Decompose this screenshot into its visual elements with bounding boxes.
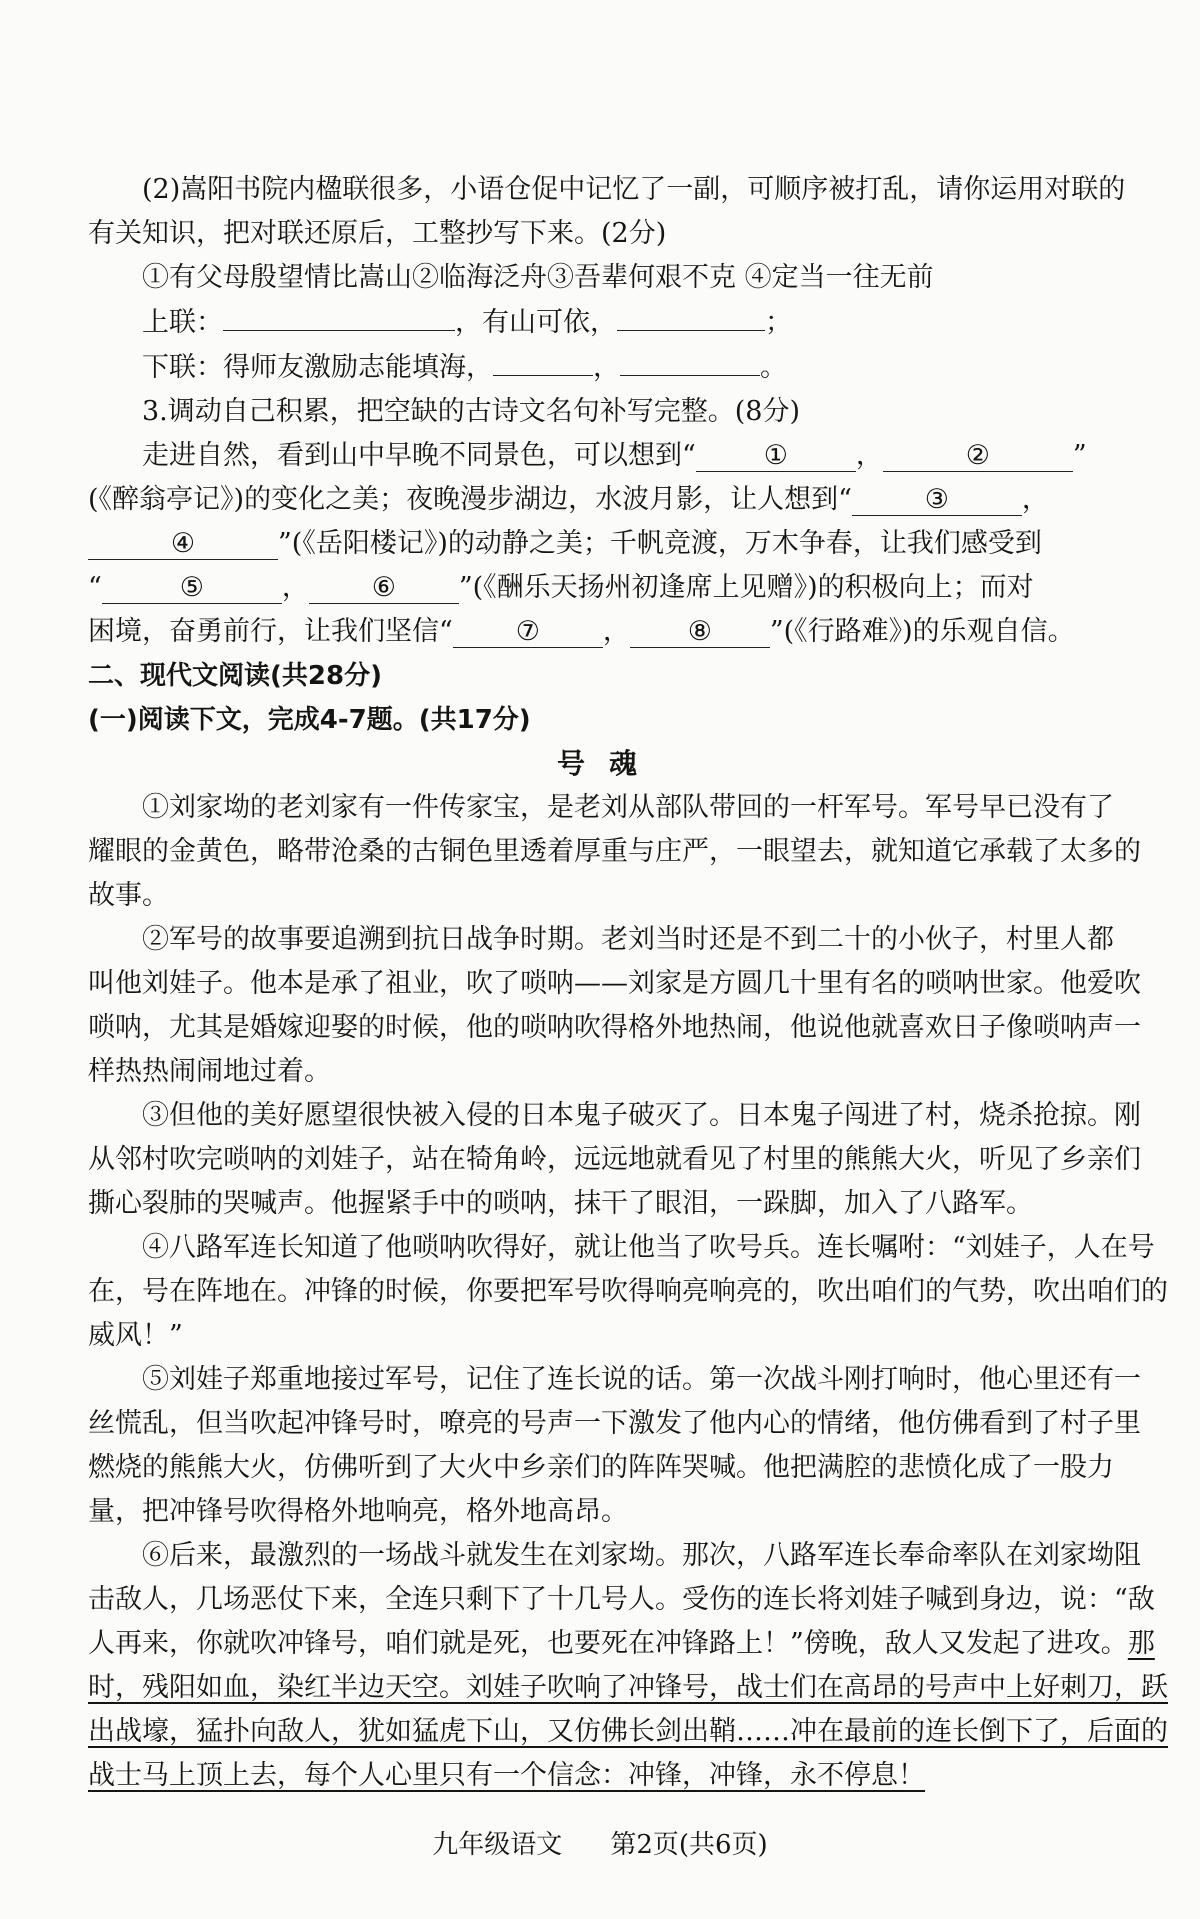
- q3-heading: 3.调动自己积累，把空缺的古诗文名句补写完整。(8分): [142, 396, 801, 427]
- q3-comma: ，: [281, 572, 309, 603]
- upper-couplet-blank-2[interactable]: [617, 300, 765, 331]
- poem-blank-3[interactable]: ③: [852, 485, 1022, 516]
- upper-couplet-label: 上联：: [142, 307, 223, 338]
- upper-couplet-end: ；: [765, 307, 792, 338]
- poem-blank-6[interactable]: ⑥: [309, 573, 459, 604]
- q3-text: ”(《岳阳楼记》)的动静之美；千帆竞渡，万木争春，让我们感受到: [278, 528, 1042, 559]
- paragraph-line: ④八路军连长知道了他唢呐吹得好，就让他当了吹号兵。连长嘱咐：“刘娃子，人在号: [142, 1232, 1155, 1263]
- paragraph-line: 丝慌乱，但当吹起冲锋号时，嘹亮的号声一下激发了他内心的情绪，他仿佛看到了村子里: [88, 1408, 1141, 1439]
- q3-quote: ”: [1072, 440, 1087, 471]
- paragraph-line: 量，把冲锋号吹得格外地响亮，格外地高昂。: [88, 1496, 628, 1527]
- q2-text-line1: (2)嵩阳书院内楹联很多，小语仓促中记忆了一副，可顺序被打乱，请你运用对联的: [142, 174, 1126, 205]
- upper-couplet-mid: ，有山可依，: [455, 307, 617, 338]
- poem-blank-2[interactable]: ②: [883, 441, 1073, 472]
- q3-line5: [88, 610, 1130, 654]
- underlined-passage-text: 时，残阳如血，染红半边天空。刘娃子吹响了冲锋号，战士们在高昂的号声中上好刺刀，跃: [88, 1672, 1168, 1703]
- q3-text: 困境，奋勇前行，让我们坚信“: [88, 616, 453, 647]
- paragraph-line: 从邻村吹完唢呐的刘娃子，站在犄角岭，远远地就看见了村里的熊熊大火，听见了乡亲们: [88, 1144, 1141, 1175]
- story-title: 号魂: [556, 747, 661, 780]
- q3-quote: “: [88, 572, 102, 603]
- q2-options: ①有父母殷望情比嵩山②临海泛舟③吾辈何艰不克 ④定当一往无前: [142, 262, 934, 293]
- poem-blank-1[interactable]: ①: [696, 441, 856, 472]
- paragraph-line: ⑥后来，最激烈的一场战斗就发生在刘家坳。那次，八路军连长奉命率队在刘家坳阻: [142, 1540, 1141, 1571]
- paragraph-line: [88, 1622, 1155, 1666]
- underlined-passage-line: [88, 1754, 1130, 1798]
- paragraph-line: 唢呐，尤其是婚嫁迎娶的时候，他的唢呐吹得格外地热闹，他说他就喜欢日子像唢呐声一: [88, 1012, 1141, 1043]
- lower-couplet-blank-2[interactable]: [620, 345, 760, 376]
- lower-couplet-text: 下联：得师友激励志能填海，: [142, 352, 493, 383]
- paragraph-line: ⑤刘娃子郑重地接过军号，记住了连长说的话。第一次战斗刚打响时，他心里还有一: [142, 1364, 1141, 1395]
- underlined-passage-line: [88, 1710, 1168, 1754]
- poem-blank-8[interactable]: ⑧: [630, 617, 770, 648]
- paragraph-line: 叫他刘娃子。他本是承了祖业，吹了唢呐——刘家是方圆几十里有名的唢呐世家。他爱吹: [88, 968, 1141, 999]
- paragraph-line: 燃烧的熊熊大火，仿佛听到了大火中乡亲们的阵阵哭喊。他把满腔的悲愤化成了一股力: [88, 1452, 1114, 1483]
- paragraph-line: ③但他的美好愿望很快被入侵的日本鬼子破灭了。日本鬼子闯进了村，烧杀抢掠。刚: [142, 1100, 1141, 1131]
- paragraph-line: 威风！”: [88, 1320, 183, 1351]
- paragraph-line: 耀眼的金黄色，略带沧桑的古铜色里透着厚重与庄严，一眼望去，就知道它承载了太多的: [88, 836, 1141, 867]
- q3-comma: ，: [602, 616, 630, 647]
- q3-line3: [88, 522, 1130, 566]
- paragraph-line: ①刘家坳的老刘家有一件传家宝，是老刘从部队带回的一杆军号。军号早已没有了: [142, 792, 1114, 823]
- poem-blank-4[interactable]: ④: [88, 529, 278, 560]
- q3-comma: ，: [855, 440, 883, 471]
- paragraph-line: 撕心裂肺的哭喊声。他握紧手中的唢呐，抹干了眼泪，一跺脚，加入了八路军。: [88, 1188, 1033, 1219]
- lower-couplet-end: 。: [760, 352, 787, 383]
- lower-couplet-mid: ，: [593, 352, 620, 383]
- paragraph-text: 人再来，你就吹冲锋号，咱们就是死，也要死在冲锋路上！”傍晚，敌人又发起了进攻。: [88, 1628, 1128, 1659]
- lower-couplet-blank-1[interactable]: [493, 345, 593, 376]
- paragraph-line: 故事。: [88, 880, 169, 911]
- underlined-passage-line: [88, 1666, 1168, 1710]
- q3-line1: [88, 434, 1130, 478]
- q3-line2: [88, 478, 1130, 522]
- page-footer: [0, 1824, 1200, 1861]
- paragraph-line: 在，号在阵地在。冲锋的时候，你要把军号吹得响亮响亮的，吹出咱们的气势，吹出咱们的: [88, 1276, 1168, 1307]
- upper-couplet-line: [88, 300, 1130, 345]
- underlined-passage-text: 出战壕，猛扑向敌人，犹如猛虎下山，又仿佛长剑出鞘……冲在最前的连长倒下了，后面的: [88, 1716, 1168, 1747]
- underlined-passage-text: 战士马上顶上去，每个人心里只有一个信念：冲锋，冲锋，永不停息！: [88, 1760, 925, 1791]
- footer-page-number: 第2页(共6页): [610, 1830, 768, 1860]
- paragraph-line: ②军号的故事要追溯到抗日战争时期。老刘当时还是不到二十的小伙子，村里人都: [142, 924, 1114, 955]
- footer-subject: 九年级语文: [432, 1830, 563, 1860]
- q2-text-line2: 有关知识，把对联还原后，工整抄写下来。(2分): [88, 218, 667, 249]
- lower-couplet-line: [88, 345, 1130, 390]
- section-heading: 二、现代文阅读(共28分): [88, 661, 382, 691]
- q3-line4: [88, 566, 1130, 610]
- q3-text: (《醉翁亭记》)的变化之美；夜晚漫步湖边，水波月影，让人想到“: [88, 484, 852, 515]
- paragraph-line: 击敌人，几场恶仗下来，全连只剩下了十几号人。受伤的连长将刘娃子喊到身边，说：“敌: [88, 1584, 1155, 1615]
- q3-comma: ，: [1021, 484, 1049, 515]
- paragraph-line: 样热热闹闹地过着。: [88, 1056, 331, 1087]
- q3-text: 走进自然，看到山中早晚不同景色，可以想到“: [142, 440, 696, 471]
- upper-couplet-blank-1[interactable]: [223, 300, 455, 331]
- q3-text: ”(《酬乐天扬州初逢席上见赠》)的积极向上；而对: [458, 572, 1034, 603]
- q3-text: ”(《行路难》)的乐观自信。: [769, 616, 1075, 647]
- subsection-heading: (一)阅读下文，完成4-7题。(共17分): [88, 705, 531, 735]
- poem-blank-5[interactable]: ⑤: [102, 573, 282, 604]
- poem-blank-7[interactable]: ⑦: [453, 617, 603, 648]
- underlined-passage-start: 那: [1127, 1628, 1155, 1659]
